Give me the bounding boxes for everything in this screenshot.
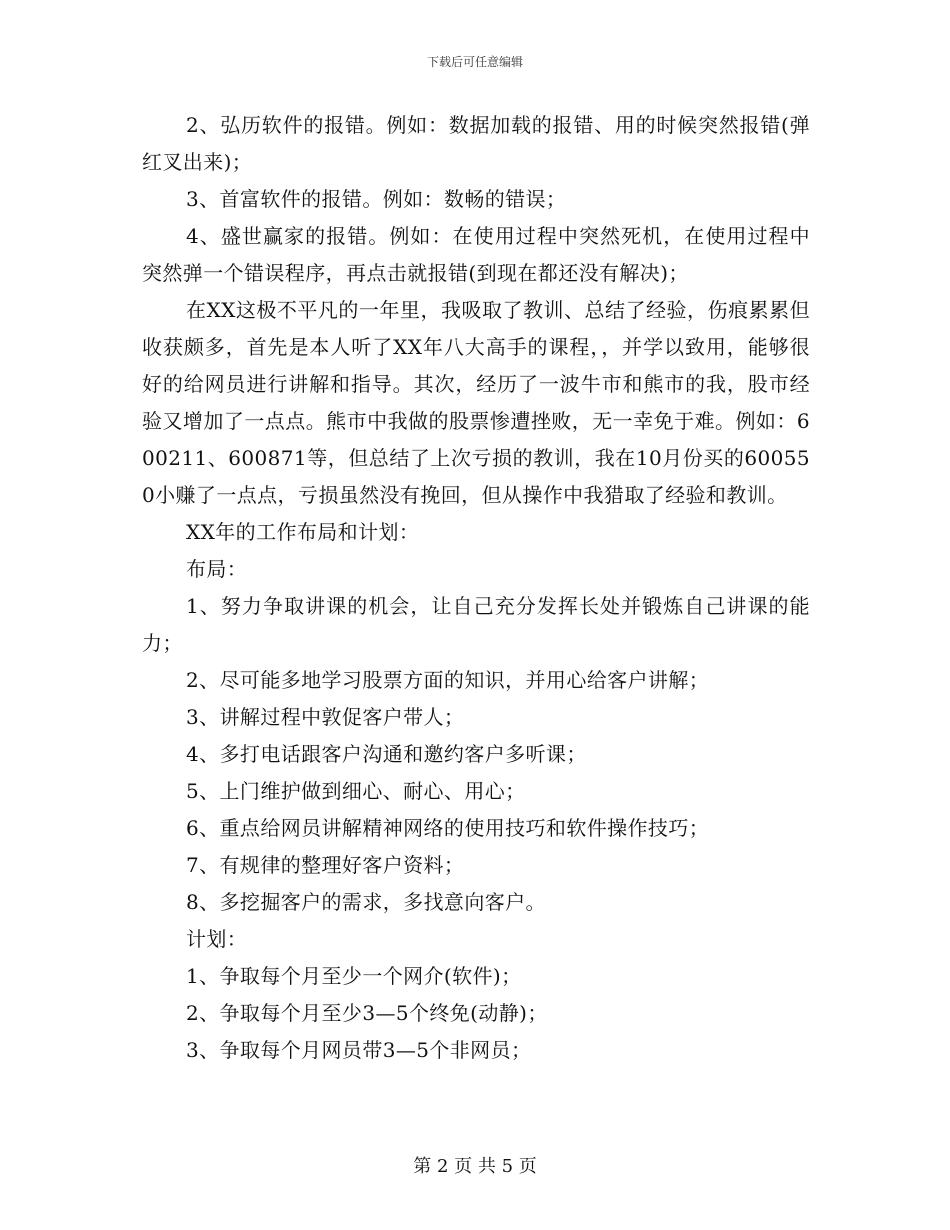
subsection-heading: 布局： [186,557,248,581]
paragraph: 2、弘历软件的报错。例如：数据加载的报错、用的时候突然报错(弹红叉出来)； [142,113,810,174]
paragraph: 4、盛世赢家的报错。例如：在使用过程中突然死机，在使用过程中突然弹一个错误程序，再点击就报错(到现在都还没有解决)； [142,224,810,285]
page-header-note: 下载后可任意编辑 [426,55,523,69]
list-item: 1、努力争取讲课的机会，让自己充分发挥长处并锻炼自己讲课的能力； [142,594,810,655]
paragraph: 在XX这极不平凡的一年里，我吸取了教训、总结了经验，伤痕累累但收获颇多，首先是本人听了XX年八大高手的课程，，并学以致用，能够很好的给网员进行讲解和指导。其次，经历了一波牛市和熊市的我，股市经验又增加了一点点。熊市中我做的股票惨遭挫败，无一幸免于难。例如：600211、600871等，但总结了上次亏损的教训，我在10月份买的600550小赚了一点点，亏损虽然没有挽回，但从操作中我猎取了经验和教训。 [142,298,810,507]
page-number: 第 2 页 共 5 页 [413,1156,537,1177]
list-item: 3、讲解过程中敦促客户带人； [186,705,465,729]
list-item: 8、多挖掘客户的需求，多找意向客户。 [186,890,546,914]
subsection-heading: 计划： [186,927,248,951]
document-body [142,107,810,1069]
list-item: 6、重点给网员讲解精神网络的使用技巧和软件操作技巧； [186,816,710,840]
list-item: 5、上门维护做到细心、耐心、用心； [186,779,526,803]
list-item: 2、尽可能多地学习股票方面的知识，并用心给客户讲解； [186,668,710,692]
paragraph: 3、首富软件的报错。例如：数畅的错误； [186,187,567,211]
list-item: 4、多打电话跟客户沟通和邀约客户多听课； [186,742,587,766]
section-heading: XX年的工作布局和计划： [186,520,420,544]
list-item: 3、争取每个月网员带3—5个非网员； [186,1038,532,1062]
list-item: 1、争取每个月至少一个网介(软件)； [186,964,522,988]
list-item: 2、争取每个月至少3—5个终免(动静)； [186,1001,548,1025]
list-item: 7、有规律的整理好客户资料； [186,853,465,877]
